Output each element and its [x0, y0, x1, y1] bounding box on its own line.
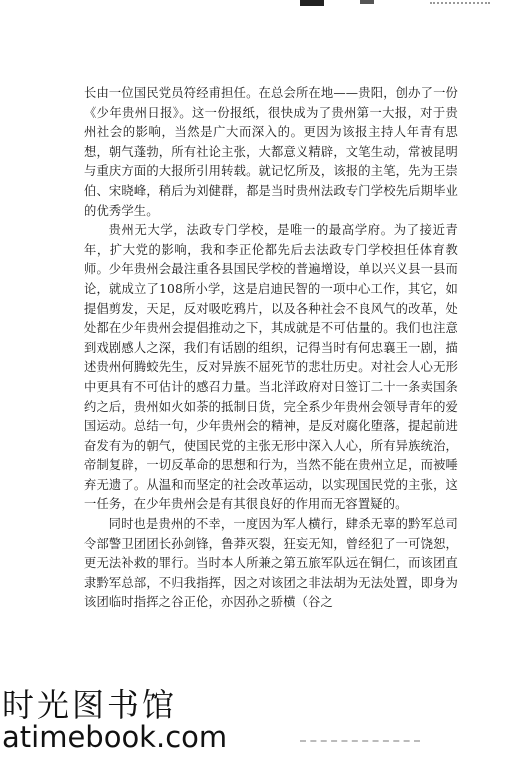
- scan-artifact-mark: [360, 0, 374, 4]
- scan-artifact-dots: [300, 740, 420, 744]
- scan-artifact-dots: [430, 2, 490, 6]
- body-text: [84, 84, 458, 613]
- watermark-title: 时光图书馆: [2, 686, 178, 724]
- paragraph-3: 同时也是贵州的不幸，一度因为军人横行，肆杀无辜的黔军总司令部警卫团团长孙剑锋，鲁莽灭裂，狂妄无知，曾经犯了一可饶恕，更无法补救的罪行。当时本人所兼之第五旅军队远在铜仁，而该团直隶黔军总部，不归我指挥，因之对该团之非法胡为无法处置，即身为该团临时指挥之谷正伦，亦因孙之骄横（谷之: [84, 517, 458, 610]
- scan-artifact-mark: [300, 0, 324, 6]
- paragraph-2: 贵州无大学，法政专门学校，是唯一的最高学府。为了接近青年，扩大党的影响，我和李正伦都先后去法政专门学校担任体育教师。少年贵州会最注重各县国民学校的普遍增设，单以兴义县一县而论，就成立了108所小学，这是启迪民智的一项中心工作，其它，如提倡剪发，天足，反对吸吃鸦片，以及各种社会不良风气的改革，处处都在少年贵州会提倡推动之下，其成就是不可估量的。我们也注意到戏剧感人之深，我们有话剧的组织，记得当时有何忠襄王一剧，描述贵州何腾蛟先生，反对异族不屈死节的悲壮历史。对社会人心无形中更具有不可估计的感召力量。当北洋政府对日签订二十一条卖国条约之后，贵州如火如荼的抵制日货，完全系少年贵州会领导青年的爱国运动。总结一句，少年贵州会的精神，是反对腐化堕落，提起前进奋发有为的朝气，使国民党的主张无形中深入人心，所有异族统治，帝制复辟，一切反革命的思想和行为，当然不能在贵州立足，而被唾弃无遗了。从温和而坚定的社会改革运动，以实现国民党的主张，这一任务，在少年贵州会是有其很良好的作用而无容置疑的。: [84, 223, 458, 512]
- watermark-url: atimebook.com: [2, 720, 228, 754]
- paragraph-1: 长由一位国民党员符经甫担任。在总会所在地——贵阳，创办了一份《少年贵州日报》。这一份报纸，很快成为了贵州第一大报，对于贵州社会的影响，当然是广大而深入的。更因为该报主持人年青有思想，朝气蓬勃，所有社论主张，大都意义精辟，文笔生动，常被昆明与重庆方面的大报所引用转载。就记忆所及，该报的主笔，先为王崇伯、宋晓峰，稍后为刘健群，都是当时贵州法政专门学校先后期毕业的优秀学生。: [84, 86, 458, 218]
